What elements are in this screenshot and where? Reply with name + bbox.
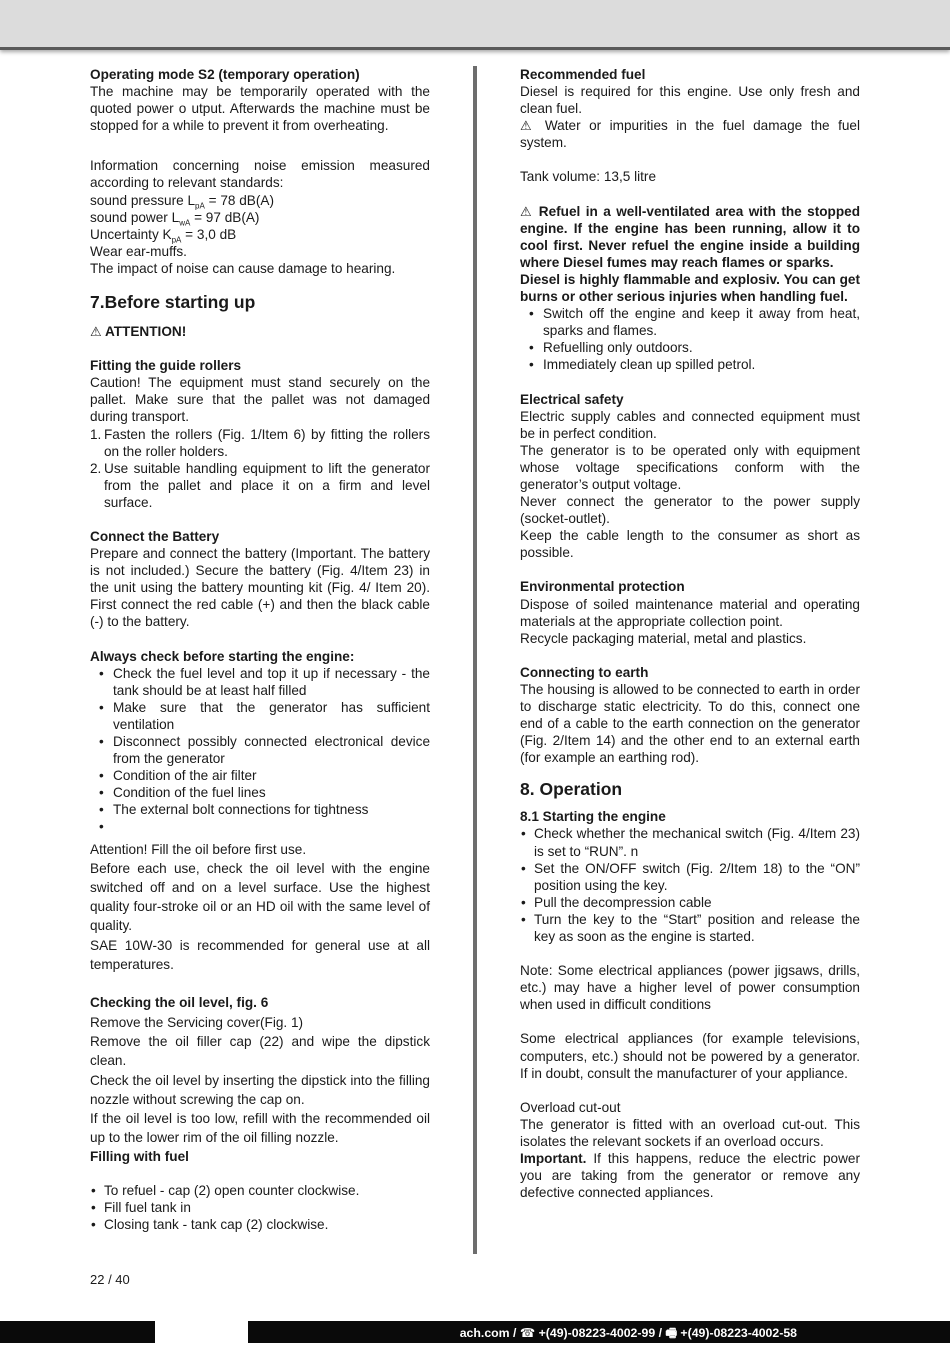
oil-level-step-4: If the oil level is too low, refill with the recommended oil up to the lower rim of the oil filling nozzle. bbox=[90, 1111, 430, 1146]
page-number: 22 / 40 bbox=[90, 1272, 130, 1287]
oil-text: Before each use, check the oil level with the engine switched off and on a level surface. Use the highest quality four-stroke oil or an HD oil with the same level of quality. bbox=[90, 860, 430, 934]
note-2: Some electrical appliances (for example televisions, computers, etc.) should not be powered by a generator. If in doubt, consult the manufacturer of your appliance. bbox=[520, 1031, 860, 1081]
header-band bbox=[0, 0, 950, 48]
list-item: • The external bolt connections for tightness bbox=[90, 801, 430, 818]
noise-muffs: Wear ear-muffs. bbox=[90, 243, 187, 259]
elec-text-4: Keep the cable length to the consumer as short as possible. bbox=[520, 528, 860, 561]
elec-text-2: The generator is to be operated only with equipment whose voltage specifications conform with the generator’s output voltage. bbox=[520, 442, 860, 492]
oil-level-title: Checking the oil level, fig. 6 bbox=[90, 995, 269, 1011]
elec-text-1: Electric supply cables and connected equipment must be in perfect condition. bbox=[520, 408, 860, 441]
noise-pressure: sound pressure $L_{pA} = 78$ dB(A) bbox=[90, 192, 274, 211]
fuel-rec-title: Recommended fuel bbox=[520, 67, 646, 82]
env-title: Environmental protection bbox=[520, 579, 685, 595]
column-divider bbox=[473, 66, 477, 1254]
env-text-1: Dispose of soiled maintenance material and operating materials at the appropriate collection point. bbox=[520, 596, 860, 629]
warning-triangle-icon: ⚠ bbox=[90, 324, 102, 340]
fuel-list bbox=[90, 1182, 430, 1233]
list-item: • Set the ON/OFF switch (Fig. 2/Item 18) to the “ON” position using the key. bbox=[520, 860, 860, 894]
rollers-steps bbox=[90, 426, 430, 511]
fuel-rec-text: Diesel is required for this engine. Use only fresh and clean fuel. bbox=[520, 84, 860, 117]
warning-triangle-icon: ⚠ bbox=[520, 203, 534, 219]
note-1: Note: Some electrical appliances (power jigsaws, drills, etc.) may have a higher level of power consumption when used in difficult conditions bbox=[520, 963, 860, 1013]
list-item bbox=[90, 818, 430, 835]
list-item: • Closing tank - tank cap (2) clockwise. bbox=[90, 1216, 430, 1233]
oil-level-step-1: Remove the Servicing cover(Fig. 1) bbox=[90, 1014, 304, 1030]
list-item: • Check the fuel level and top it up if necessary - the tank should be at least half filled bbox=[90, 665, 430, 699]
list-item: • Check whether the mechanical switch (Fig. 4/Item 23) is set to “RUN”. n bbox=[520, 825, 860, 859]
battery-title: Connect the Battery bbox=[90, 528, 220, 544]
noise-power: sound power $L_{wA} = 97$ dB(A) bbox=[90, 209, 260, 228]
list-item: • Make sure that the generator has sufficient ventilation bbox=[90, 699, 430, 733]
tank-volume: Tank volume: 13,5 litre bbox=[520, 169, 657, 185]
attention-heading: ⚠ ATTENTION! bbox=[90, 324, 187, 340]
list-item: • Condition of the fuel lines bbox=[90, 784, 430, 801]
oil-attention: Attention! Fill the oil before first use. bbox=[90, 842, 307, 858]
oil-sae: SAE 10W-30 is recommended for general use at all temperatures. bbox=[90, 937, 430, 973]
check-list bbox=[90, 665, 430, 836]
fuel-rec-warning: ⚠ Water or impurities in the fuel damage the fuel system. bbox=[520, 118, 860, 151]
start-title: 8.1 Starting the engine bbox=[520, 809, 666, 825]
noise-intro: Information concerning noise emission measured according to relevant standards: bbox=[90, 158, 430, 191]
overload-title: Overload cut-out bbox=[520, 1099, 621, 1115]
earth-title: Connecting to earth bbox=[520, 664, 649, 680]
noise-impact: The impact of noise can cause damage to hearing. bbox=[90, 260, 396, 276]
oil-level-step-2: Remove the oil filler cap (22) and wipe the dipstick clean. bbox=[90, 1033, 430, 1069]
section-7-title: 7.Before starting up bbox=[90, 292, 256, 313]
oil-level-step-3: Check the oil level by inserting the dipstick into the filling nozzle without screwing the cap on. bbox=[90, 1072, 430, 1107]
left-column bbox=[90, 66, 430, 1233]
list-item: • Switch off the engine and keep it away from heat, sparks and flames. bbox=[520, 305, 860, 339]
start-list bbox=[520, 825, 860, 945]
footer-contact: ach.com / ☎ +(49)-08223-4002-99 / 🖷 +(49)-08223-4002-58 bbox=[459, 1326, 797, 1340]
list-item: • Fill fuel tank in bbox=[90, 1199, 430, 1216]
list-item: 1. Fasten the rollers (Fig. 1/Item 6) by fitting the rollers on the roller holders. bbox=[90, 426, 430, 459]
warning-triangle-icon: ⚠ bbox=[520, 118, 537, 134]
list-item: • Refuelling only outdoors. bbox=[520, 339, 860, 356]
list-item: • Pull the decompression cable bbox=[520, 894, 860, 911]
list-item: • Turn the key to the “Start” position and release the key as soon as the engine is started. bbox=[520, 911, 860, 945]
env-text-2: Recycle packaging material, metal and plastics. bbox=[520, 630, 807, 646]
right-column bbox=[520, 66, 860, 1201]
elec-title: Electrical safety bbox=[520, 391, 624, 407]
list-item: • Disconnect possibly connected electronical device from the generator bbox=[90, 733, 430, 767]
battery-text: Prepare and connect the battery (Important. The battery is not included.) Secure the battery (Fig. 4/Item 23) in the unit using the battery mounting kit (Fig. 4/ Item 20). First connect the red cable (+) and then the black cable (-) to the battery. bbox=[90, 546, 430, 630]
list-item: • Condition of the air filter bbox=[90, 767, 430, 784]
overload-text: The generator is fitted with an overload cut-out. This isolates the relevant sockets if an overload occurs. bbox=[520, 1116, 860, 1149]
footer-gap bbox=[155, 1321, 248, 1343]
check-title: Always check before starting the engine: bbox=[90, 648, 355, 664]
list-item: • To refuel - cap (2) open counter clockwise. bbox=[90, 1182, 430, 1199]
noise-uncertainty: Uncertainty $K_{pA} = 3,0$ dB bbox=[90, 226, 237, 245]
important-note: Important. If this happens, reduce the electric power you are taking from the generator or remove any defective connected appliances. bbox=[520, 1150, 860, 1201]
fuel-title: Filling with fuel bbox=[90, 1148, 189, 1164]
s2-text: The machine may be temporarily operated with the quoted power o utput. Afterwards the machine must be stopped for a while to prevent it from overheating. bbox=[90, 84, 430, 134]
elec-text-3: Never connect the generator to the power supply (socket-outlet). bbox=[520, 494, 860, 527]
list-item: 2. Use suitable handling equipment to lift the generator from the pallet and place it on a firm and level surface. bbox=[90, 460, 430, 510]
rollers-title: Fitting the guide rollers bbox=[90, 358, 242, 374]
diesel-warning: Diesel is highly flammable and explosiv. You can get burns or other serious injuries when handling fuel. bbox=[520, 271, 860, 305]
fuel-safety-list bbox=[520, 305, 860, 373]
section-8-title: 8. Operation bbox=[520, 779, 623, 800]
refuel-warning: ⚠ Refuel in a well-ventilated area with the stopped engine. If the engine has been running, allow it to cool first. Never refuel the engine inside a building where Diesel fumes may reach flames or sparks. bbox=[520, 203, 861, 270]
list-item: • Immediately clean up spilled petrol. bbox=[520, 356, 860, 373]
rollers-text: Caution! The equipment must stand securely on the pallet. Make sure that the pallet was not damaged during transport. bbox=[90, 375, 430, 425]
s2-title: Operating mode S2 (temporary operation) bbox=[90, 67, 360, 82]
earth-text: The housing is allowed to be connected to earth in order to discharge static electricity. To do this, connect one end of a cable to the earth connection on the generator (Fig. 2/Item 14) and the other end to an external earth (for example an earthing rod). bbox=[520, 681, 860, 766]
